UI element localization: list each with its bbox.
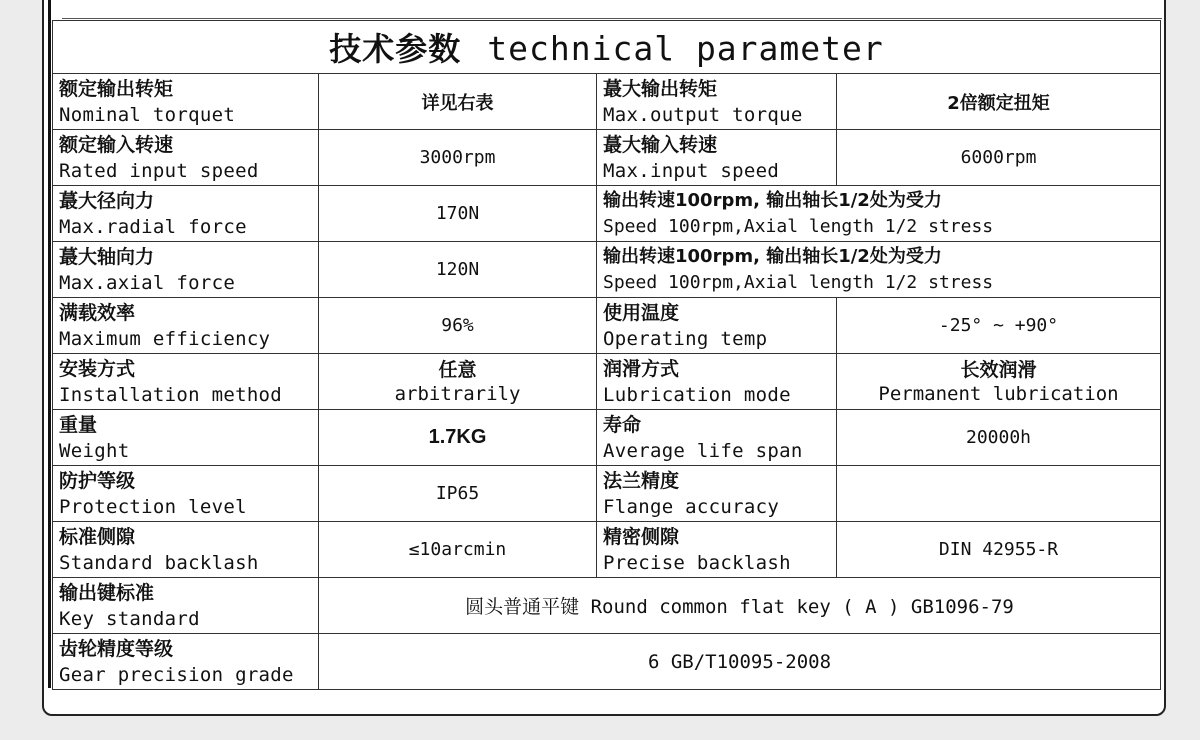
label-en: Maximum efficiency: [59, 327, 271, 350]
value-cn: 任意: [438, 358, 477, 381]
label-en: Key standard: [59, 607, 200, 630]
table-row: [53, 466, 1161, 522]
weight-value: 1.7KG: [319, 410, 597, 466]
value-en: Permanent lubrication: [878, 382, 1119, 405]
value-cn: 长效润滑: [960, 358, 1037, 381]
table-row: [53, 298, 1161, 354]
flange-accuracy-value: [837, 466, 1161, 522]
label-en: Operating temp: [603, 327, 768, 350]
table-row: [53, 354, 1161, 410]
label-en: Flange accuracy: [603, 495, 780, 518]
note-en: Speed 100rpm,Axial length 1/2 stress: [603, 271, 994, 293]
table-row: [53, 186, 1161, 242]
axial-force-note: [597, 242, 1161, 298]
label-cn: 使用温度: [603, 301, 680, 324]
life-span-label: [597, 410, 837, 466]
label-cn: 安装方式: [59, 357, 136, 380]
max-efficiency-value: 96%: [319, 298, 597, 354]
rated-input-speed-label: [53, 130, 319, 186]
note-en: Speed 100rpm,Axial length 1/2 stress: [603, 215, 994, 237]
installation-method-value: [319, 354, 597, 410]
label-en: Max.input speed: [603, 159, 780, 182]
label-cn: 蕞大输出转矩: [603, 77, 718, 100]
label-cn: 蕞大轴向力: [59, 245, 155, 268]
label-cn: 润滑方式: [603, 357, 680, 380]
label-cn: 寿命: [603, 413, 642, 436]
operating-temp-label: [597, 298, 837, 354]
label-en: Average life span: [603, 439, 803, 462]
technical-parameter-table: [52, 20, 1161, 690]
label-en: Gear precision grade: [59, 663, 294, 686]
label-en: Nominal torquet: [59, 103, 236, 126]
label-cn: 蕞大径向力: [59, 189, 155, 212]
lubrication-mode-label: [597, 354, 837, 410]
label-en: Standard backlash: [59, 551, 259, 574]
nominal-torque-label: [53, 74, 319, 130]
table-row: [53, 242, 1161, 298]
gear-precision-grade-value: 6 GB/T10095-2008: [319, 634, 1161, 690]
max-radial-force-label: [53, 186, 319, 242]
protection-level-value: IP65: [319, 466, 597, 522]
label-cn: 重量: [59, 413, 98, 436]
max-output-torque-value: 2倍额定扭矩: [837, 74, 1161, 130]
key-standard-label: [53, 578, 319, 634]
label-cn: 齿轮精度等级: [59, 637, 174, 660]
flange-accuracy-label: [597, 466, 837, 522]
label-cn: 输出键标准: [59, 581, 155, 604]
nominal-torque-value: 详见右表: [319, 74, 597, 130]
table-title-cn: 技术参数: [329, 30, 462, 68]
max-input-speed-value: 6000rpm: [837, 130, 1161, 186]
rated-input-speed-value: 3000rpm: [319, 130, 597, 186]
weight-label: [53, 410, 319, 466]
table-row: [53, 74, 1161, 130]
label-cn: 精密侧隙: [603, 525, 680, 548]
table-row: [53, 578, 1161, 634]
table-row: [53, 410, 1161, 466]
max-input-speed-label: [597, 130, 837, 186]
label-cn: 法兰精度: [603, 469, 680, 492]
label-en: Installation method: [59, 383, 283, 406]
max-axial-force-value: 120N: [319, 242, 597, 298]
note-cn: 输出转速100rpm, 输出轴长1/2处为受力: [603, 189, 942, 211]
gear-precision-grade-label: [53, 634, 319, 690]
label-cn: 额定输出转矩: [59, 77, 174, 100]
table-title-en: technical parameter: [487, 29, 884, 68]
max-efficiency-label: [53, 298, 319, 354]
table-row: [53, 522, 1161, 578]
standard-backlash-value: ≤10arcmin: [319, 522, 597, 578]
label-en: Rated input speed: [59, 159, 259, 182]
label-cn: 满载效率: [59, 301, 136, 324]
label-en: Weight: [59, 439, 130, 462]
max-output-torque-label: [597, 74, 837, 130]
table-row: [53, 634, 1161, 690]
label-cn: 蕞大输入转速: [603, 133, 718, 156]
operating-temp-value: -25° ~ +90°: [837, 298, 1161, 354]
precise-backlash-label: [597, 522, 837, 578]
label-en: Max.axial force: [59, 271, 236, 294]
key-standard-value: 圆头普通平键 Round common flat key ( A ) GB1096-79: [319, 578, 1161, 634]
label-en: Max.radial force: [59, 215, 247, 238]
table-title: [53, 21, 1161, 74]
life-span-value: 20000h: [837, 410, 1161, 466]
label-en: Lubrication mode: [603, 383, 791, 406]
label-en: Precise backlash: [603, 551, 791, 574]
table-row: [53, 130, 1161, 186]
note-cn: 输出转速100rpm, 输出轴长1/2处为受力: [603, 245, 942, 267]
precise-backlash-value: DIN 42955-R: [837, 522, 1161, 578]
label-cn: 额定输入转速: [59, 133, 174, 156]
protection-level-label: [53, 466, 319, 522]
value-en: arbitrarily: [394, 382, 521, 405]
max-axial-force-label: [53, 242, 319, 298]
label-en: Protection level: [59, 495, 247, 518]
label-cn: 标准侧隙: [59, 525, 136, 548]
max-radial-force-value: 170N: [319, 186, 597, 242]
label-cn: 防护等级: [59, 469, 136, 492]
left-edge-bar: [48, 0, 51, 688]
top-rule: [62, 18, 1162, 19]
installation-method-label: [53, 354, 319, 410]
lubrication-mode-value: [837, 354, 1161, 410]
standard-backlash-label: [53, 522, 319, 578]
radial-force-note: [597, 186, 1161, 242]
label-en: Max.output torque: [603, 103, 803, 126]
